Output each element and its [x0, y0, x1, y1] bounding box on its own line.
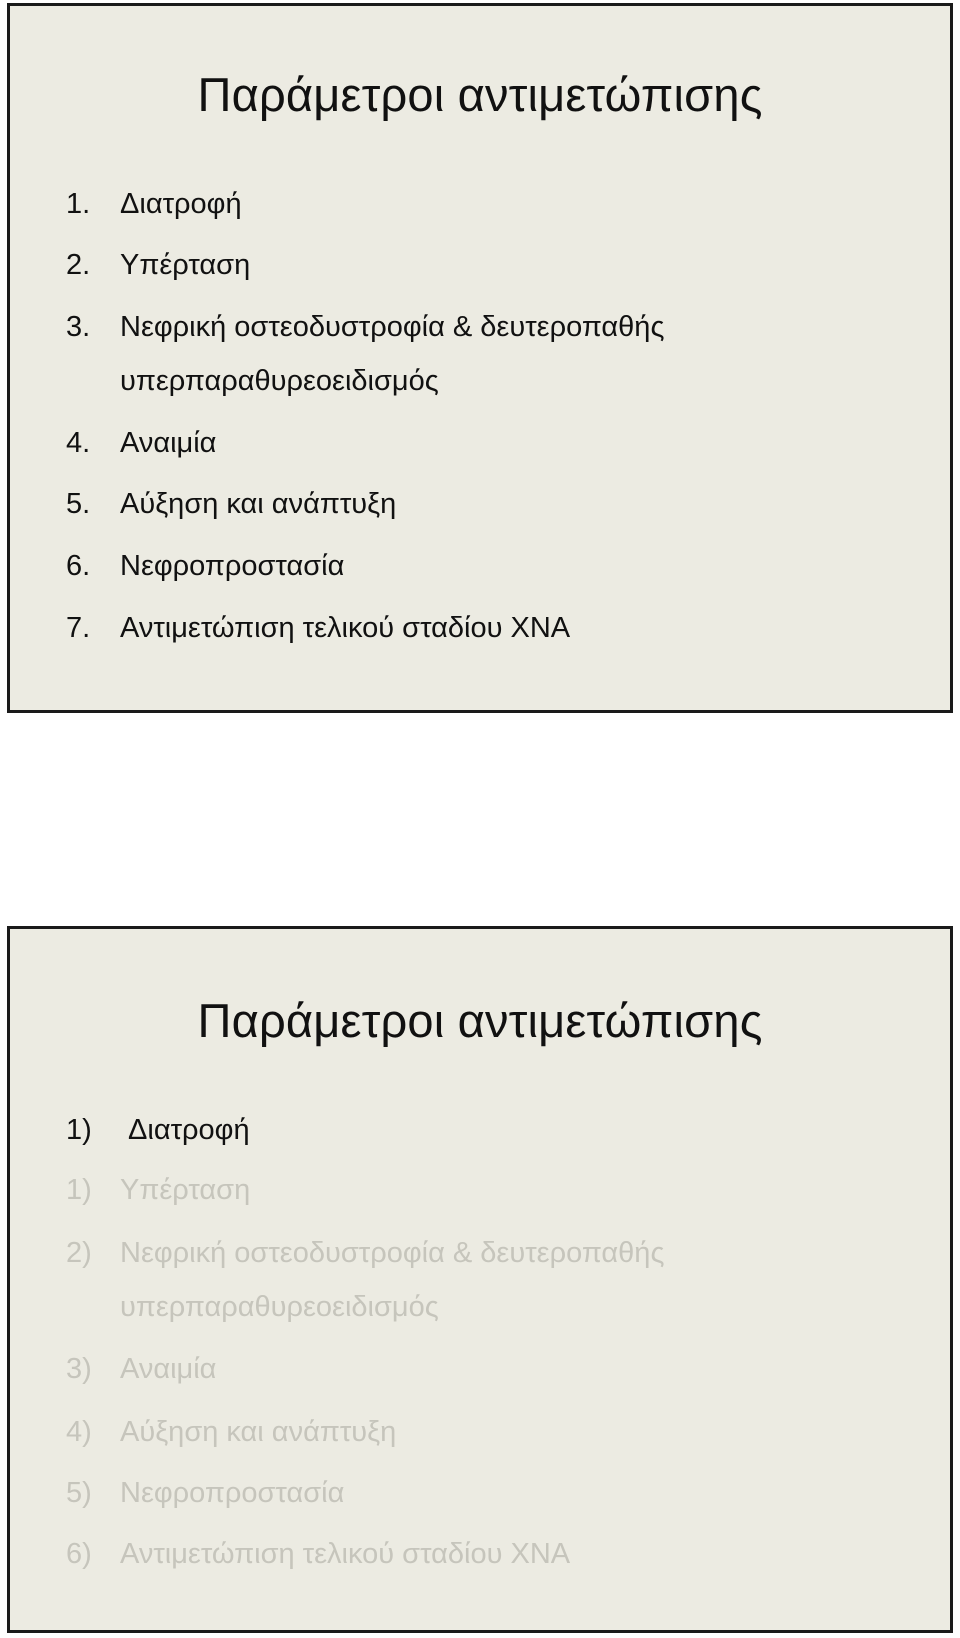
list-item-text: Νεφροπροστασία	[120, 550, 345, 582]
list-item	[10, 246, 950, 284]
list-item	[10, 485, 950, 523]
list-item-number: 2)	[66, 1237, 92, 1269]
list-item-dimmed	[10, 1413, 950, 1451]
list-item-number: 5.	[66, 488, 91, 520]
list-item-number: 7.	[66, 612, 91, 644]
list-item-text: Νεφροπροστασία	[120, 1477, 345, 1509]
list-item-text: Αντιμετώπιση τελικού σταδίου ΧΝΑ	[120, 1538, 571, 1570]
list-item-text: Αύξηση και ανάπτυξη	[120, 1416, 397, 1448]
list-item-text: Αναιμία	[120, 427, 217, 459]
list-item-dimmed	[10, 1234, 950, 1272]
list-item-text: Διατροφή	[128, 1114, 250, 1146]
list-item-number: 3)	[66, 1353, 92, 1385]
list-item	[10, 609, 950, 647]
list-item-number: 2.	[66, 249, 91, 281]
list-item-active	[10, 1111, 950, 1149]
list-item	[10, 424, 950, 462]
list-item-number: 4.	[66, 427, 91, 459]
list-item	[10, 185, 950, 223]
slide-1	[7, 3, 953, 713]
slide-1-title: Παράμετροι αντιμετώπισης	[197, 68, 763, 121]
list-item-dimmed	[10, 1474, 950, 1512]
list-item-number: 5)	[66, 1477, 92, 1509]
list-item	[10, 308, 950, 346]
list-item-text: Διατροφή	[120, 188, 242, 220]
slide-2	[7, 926, 953, 1633]
list-item-text: Νεφρική οστεοδυστροφία & δευτεροπαθής	[120, 1237, 665, 1269]
list-item-dimmed	[10, 1171, 950, 1209]
list-item	[10, 547, 950, 585]
list-item-number: 6.	[66, 550, 91, 582]
list-item-continuation	[10, 362, 950, 400]
list-item-text: Νεφρική οστεοδυστροφία & δευτεροπαθής	[120, 311, 665, 343]
list-item-continuation	[10, 1288, 950, 1326]
list-item-number: 6)	[66, 1538, 92, 1570]
list-item-text: Αναιμία	[120, 1353, 217, 1385]
list-item-text: Υπέρταση	[120, 1174, 251, 1206]
list-item-number: 1.	[66, 188, 91, 220]
list-item-text: υπερπαραθυρεοειδισμός	[120, 365, 439, 397]
list-item-dimmed	[10, 1350, 950, 1388]
slide-2-title: Παράμετροι αντιμετώπισης	[197, 994, 763, 1047]
list-item-text: Αύξηση και ανάπτυξη	[120, 488, 397, 520]
list-item-text: υπερπαραθυρεοειδισμός	[120, 1291, 439, 1323]
list-item-number: 4)	[66, 1416, 92, 1448]
list-item-dimmed	[10, 1535, 950, 1573]
list-item-text: Υπέρταση	[120, 249, 251, 281]
list-item-number: 3.	[66, 311, 91, 343]
list-item-text: Αντιμετώπιση τελικού σταδίου ΧΝΑ	[120, 612, 571, 644]
list-item-number: 1)	[66, 1174, 92, 1206]
list-item-number: 1)	[66, 1114, 92, 1146]
